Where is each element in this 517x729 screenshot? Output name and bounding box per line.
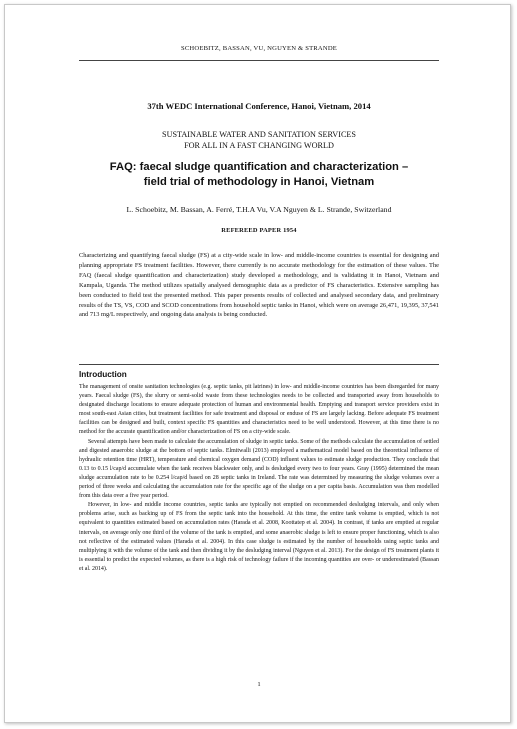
theme-line-1: SUSTAINABLE WATER AND SANITATION SERVICES [162, 130, 356, 139]
intro-paragraph-3: However, in low- and middle income countries, septic tanks are typically not emptied on recommended desludging intervals, and only when problems arise, such as backing up of FS from the septic tank into the household. At this time, the entire tank volume is emptied, which is not equivalent to quantities estimated based on accumulation rates (Harada et al. 2008, Koottatep et al. 2004). In contrast, if tanks are emptied at regular intervals, on average only one third of the volume of the tank is emptied, and some anaerobic sludge is left to ensure proper functioning, which is also not reflective of the estimated values (Harada et al. 2004). In this case sludge is estimated by the number of households using septic tanks and multiplying it with the volume of the tank and then dividing it by the desludging interval (Nguyen et al. 2013). For the design of FS treatment plants it is essential to predict the expected volumes, as there is a high risk of technology failure if the incoming quantities are over- or underestimated (Bassan et al. 2014). [79, 502, 439, 572]
title-line-1: FAQ: faecal sludge quantification and characterization – [109, 161, 409, 173]
document-page [4, 4, 511, 723]
paper-title [79, 160, 439, 190]
abstract-rule [79, 364, 439, 365]
conference-line: 37th WEDC International Conference, Hanoi, Vietnam, 2014 [147, 101, 371, 111]
paper-label: REFEREED PAPER 1954 [221, 227, 297, 234]
section-heading-introduction: Introduction [79, 370, 127, 379]
abstract: Characterizing and quantifying faecal sludge (FS) at a city-wide scale in low- and middle-income countries is essential for designing and planning appropriate FS treatment facilities. However, there currently is no accurate methodology for the estimation of these values. The FAQ (faecal sludge quantification and characterization) study developed a methodology, and is validating it in Hanoi, Vietnam and Kampala, Uganda. The method utilizes spatially analysed demographic data as a predictor of FS characteristics. Extensive sampling has been conducted to field test the presented method. This paper presents results of collected and analysed secondary data, and preliminary results of the TS, VS, COD and SCOD concentrations from household septic tanks in Hanoi, which were on average 26,471, 19,395, 37,541 and 713 mg/L respectively, and ongoing data analysis is being conducted. [79, 252, 439, 319]
page-number: 1 [257, 681, 261, 688]
intro-paragraph-1: The management of onsite sanitation technologies (e.g. septic tanks, pit latrines) in low- and middle-income countries has been disregarded for many years. Faecal sludge (FS), the slurry or semi-solid waste from these technologies needs to be collected and transported away from households to designated discharge locations to ensure adequate protection of human and environmental health. Emptying and transport service providers exist in most south-east Asian cities, but treatment facilities for safe treatment and disposal or enduse of FS are largely lacking. Before adequate FS treatment facilities can be designed and built, context specific FS quantities and characteristics need to be well understood. However, at this time there is no method for the accurate quantification and/or characterization of FS on a city-wide scale. [79, 384, 439, 436]
intro-paragraph-2: Several attempts have been made to calculate the accumulation of sludge in septic tanks. Some of the methods calculate the accumulation of settled and digested anaerobic sludge at the bottom of septic tanks. Elmitwalli (2013) employed a mathematical model based on the theoretical influence of hydraulic retention time (HRT), temperature and chemical oxygen demand (COD) influent values to estimate sludge production. They conclude that 0.13 to 0.15 l/cap/d accumulate when the tank receives blackwater only, and is desludged every two to four years. Gray (1995) determined the mean sludge accumulation rate to be 0.254 l/cap/d based on 28 septic tanks in Ireland. The rate was determined by measuring the sludge volumes over a period of three weeks and calculating the accumulation rate for the specific age of the sludge on a per capita basis. Accumulation was then modelled from this data over a five year period. [79, 438, 439, 500]
header-rule [79, 60, 439, 61]
theme-line-2: FOR ALL IN A FAST CHANGING WORLD [184, 141, 334, 150]
running-head: SCHOEBITZ, BASSAN, VU, NGUYEN & STRANDE [180, 45, 338, 52]
introduction-body [79, 383, 439, 574]
conference-theme [79, 129, 439, 151]
author-list: L. Schoebitz, M. Bassan, A. Ferré, T.H.A Vu, V.A Nguyen & L. Strande, Switzerland [126, 205, 392, 214]
title-line-2: field trial of methodology in Hanoi, Vietnam [143, 176, 375, 188]
